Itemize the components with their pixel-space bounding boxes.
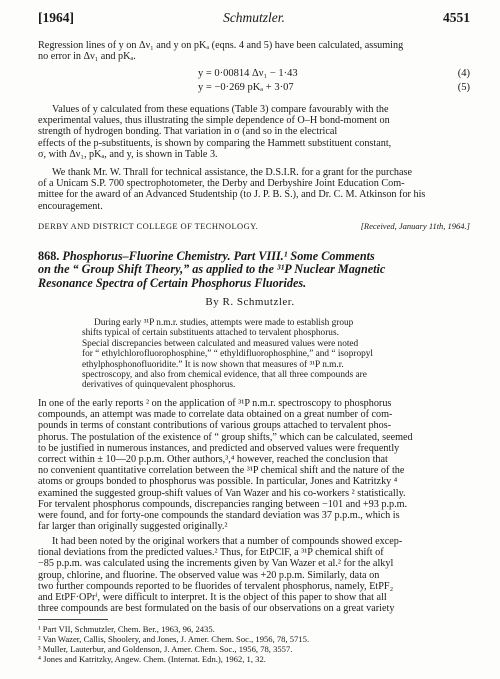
received-date: [Received, January 11th, 1964.] (360, 221, 470, 231)
title-line: Resonance Spectra of Certain Phosphorus Fluorides. (38, 275, 307, 290)
article-title (38, 250, 470, 290)
title-line: on the “ Group Shift Theory,” as applied to the ³¹P Nuclear Magnetic (38, 262, 386, 277)
text-line: We thank Mr. W. Thrall for technical assistance, the D.S.I.R. for a grant for the purchase (52, 167, 412, 178)
text-line: correct within ± 10—20 p.p.m. Other authors,³,⁴ however, reached the conclusion that (38, 454, 388, 466)
text-line: for “ ethylchlorofluorophosphine,” “ ethyldifluorophosphine,” and “ isopropyl (82, 349, 373, 360)
text-line: and EtPF·OPrⁱ, were difficult to interpret. It is the object of this paper to show that all (38, 592, 387, 604)
equation-4 (38, 68, 470, 80)
text-line: no error in Δν₁ and pKₐ. (38, 51, 136, 63)
text-line: experimental values, thus illustrating the simple dependence of O–H bond-moment on (38, 115, 390, 127)
text-line: It had been noted by the original workers that a number of compounds showed excep- (52, 536, 403, 547)
text-line: mittee for the award of an Advanced Studentship (to J. P. B. S.), and Dr. C. M. Atkinson for his (38, 189, 426, 201)
text-line: phorus. The postulation of the existence of “ group shifts,” which can be calculated, seemed (38, 431, 413, 443)
equation-text: y = −0·269 pKₐ + 3·07 (198, 82, 294, 93)
text-line: derivatives of quinquevalent phosphorus. (82, 380, 236, 391)
text-line: to be justified in numerous instances, and predicted and observed values were frequently (38, 442, 400, 454)
text-line: atoms or groups bonded to phosphorus was possible. In particular, Jones and Katritzky ⁴ (38, 476, 398, 488)
header-year: [1964] (38, 10, 74, 25)
text-line: Regression lines of y on Δν₁ and y on pKₐ (eqns. 4 and 5) have been calculated, assuming (38, 40, 404, 51)
footnotes (38, 624, 470, 664)
header-author: Schmutzler. (223, 10, 285, 25)
text-line: shifts typical of certain substituents attached to tervalent phosphorus. (82, 328, 339, 339)
text-line: pounds in terms of constant contributions of various groups attached to tervalent phos- (38, 420, 392, 432)
body-paragraph-1 (38, 398, 470, 532)
text-line: compounds, an attempt was made to correlate data obtained on a great number of com- (38, 409, 393, 421)
header-page-number: 4551 (443, 10, 470, 25)
equation-number: (4) (457, 68, 470, 79)
text-line: spectroscopy, and also from chemical evidence, that all three compounds are (82, 370, 367, 381)
values-paragraph (38, 104, 470, 160)
text-line: Values of y calculated from these equations (Table 3) compare favourably with the (52, 104, 389, 115)
footnote: ² Van Wazer, Callis, Shoolery, and Jones, J. Amer. Chem. Soc., 1956, 78, 5715. (38, 634, 310, 644)
title-text: Phosphorus–Fluorine Chemistry. Part VIII.¹ Some Comments (62, 249, 375, 263)
body-paragraph-2 (38, 536, 470, 614)
text-line: strength of hydrogen bonding. That variation in σ (and so in the electrical (38, 126, 338, 138)
footnote: ¹ Part VII, Schmutzler, Chem. Ber., 1963, 96, 2435. (38, 624, 215, 634)
regression-paragraph (38, 40, 470, 62)
acknowledgement-paragraph (38, 167, 470, 212)
text-line: three compounds are best formulated on the basis of our observations on a great variety (38, 603, 395, 615)
signoff-line (38, 221, 470, 231)
text-line: effects of the p-substituents, is shown by comparing the Hammett substituent constant, (38, 137, 392, 149)
equation-text: y = 0·00814 Δν₁ − 1·43 (198, 68, 298, 79)
title-line (38, 250, 470, 263)
text-line: −85 p.p.m. was calculated using the increments given by Van Wazer et al.² for the alkyl (38, 558, 394, 570)
text-line: ethylphosphonofluoridite.” It is now shown that measures of ³¹P n.m.r. (82, 359, 344, 370)
equation-number: (5) (457, 82, 470, 93)
text-line: In one of the early reports ² on the application of ³¹P n.m.r. spectroscopy to phosphorus (38, 398, 392, 409)
running-header (38, 10, 470, 26)
text-line: tional deviations from the predicted values.² Thus, for EtPClF, a ³¹P chemical shift of (38, 547, 384, 559)
text-line: two further compounds reported to be fluorides of tervalent phosphorus, namely, EtPF₂ (38, 580, 394, 592)
text-line: of a Unicam S.P. 700 spectrophotometer, the Derby and Derbyshire Joint Education Com- (38, 178, 405, 190)
text-line: no convenient quantitative correlation between the ³¹P chemical shift and the nature of the (38, 465, 405, 477)
college-name: DERBY AND DISTRICT COLLEGE OF TECHNOLOGY. (38, 221, 259, 231)
article-author: By R. Schmutzler. (205, 296, 295, 308)
text-line: Special discrepancies between calculated and measured values were noted (82, 338, 359, 349)
text-line: examined the suggested group-shift values of Van Wazer and his co-workers ² statistically. (38, 487, 406, 499)
footnote: ⁴ Jones and Katritzky, Angew. Chem. (Internat. Edn.), 1962, 1, 32. (38, 654, 266, 664)
text-line: far larger than originally suggested originally.² (38, 521, 228, 533)
text-line: σ, with Δν₁, pKₐ, and y, is shown in Table 3. (38, 148, 218, 160)
text-line: were found, and for forty-one compounds the standard deviation was 37 p.p.m., which is (38, 510, 400, 522)
text-line: encouragement. (38, 200, 103, 212)
text-line: During early ³¹P n.m.r. studies, attempts were made to establish group (94, 318, 354, 328)
footnote-rule (38, 619, 108, 620)
equation-5 (38, 82, 470, 94)
article-number: 868. (38, 249, 60, 263)
text-line: group, chlorine, and fluorine. The observed value was +20 p.p.m. Similarly, data on (38, 569, 380, 581)
footnote: ³ Muller, Lauterbur, and Goldenson, J. Amer. Chem. Soc., 1956, 78, 3557. (38, 644, 293, 654)
text-line: For tervalent phosphorus compounds, discrepancies ranging between −101 and +93 p.p.m. (38, 498, 408, 510)
abstract (82, 318, 430, 391)
